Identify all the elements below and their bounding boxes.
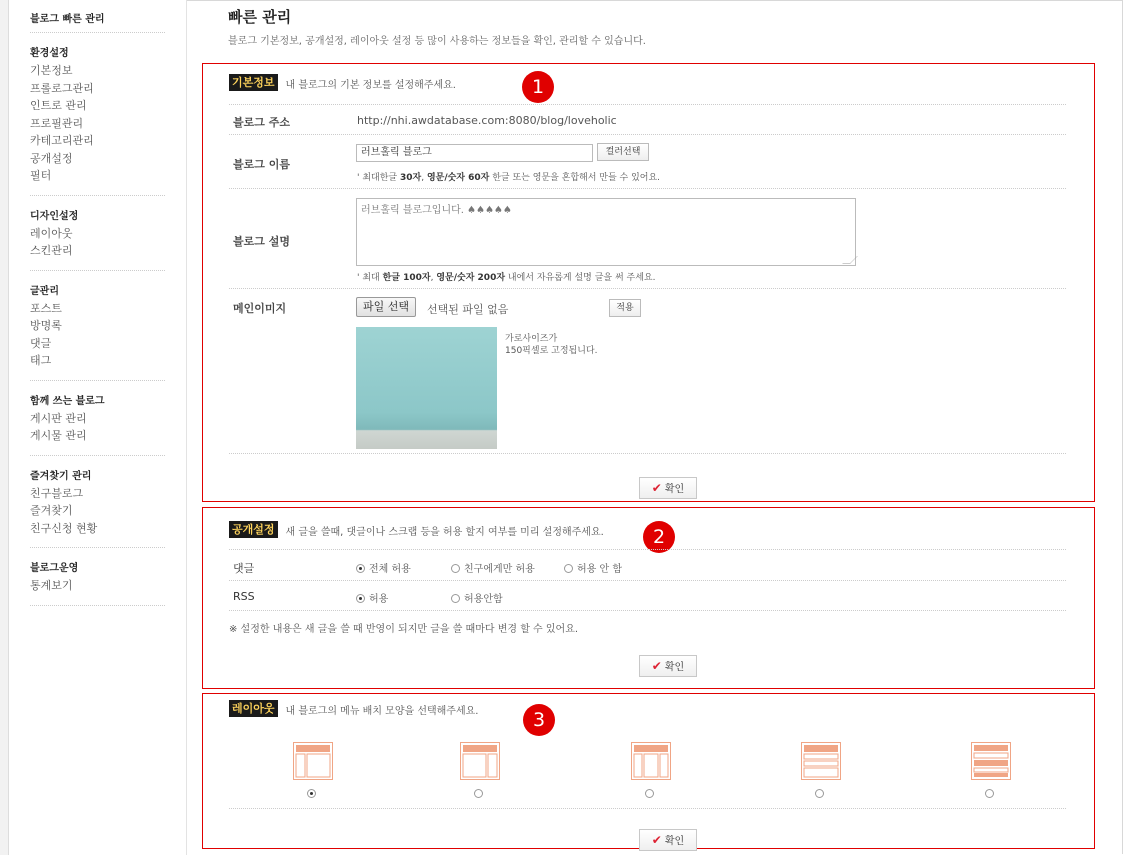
hint-bold: 한글 100자 — [382, 273, 431, 283]
blog-name-input[interactable]: 러브홀릭 블로그 — [356, 144, 593, 162]
blog-desc-label: 블로그 설명 — [233, 235, 290, 248]
left-edge-bar — [0, 0, 9, 855]
sidebar-group — [30, 33, 165, 196]
checkmark-icon: ✔ — [651, 833, 662, 847]
main-image-preview — [356, 327, 497, 449]
layout-1-icon — [293, 742, 333, 780]
layout-5-icon — [971, 742, 1011, 780]
sidebar-item[interactable]: 즐겨찾기 — [30, 504, 73, 517]
sidebar-item[interactable]: 댓글 — [30, 336, 52, 350]
divider — [229, 188, 1066, 189]
layout-3-icon — [631, 742, 671, 780]
file-status-text: 선택된 파일 없음 — [427, 303, 509, 316]
privacy-desc: 새 글을 쓸때, 댓글이나 스크랩 등을 허용 할지 여부를 미리 설정해주세요. — [285, 527, 604, 538]
sidebar-group — [30, 548, 165, 606]
sidebar-group-heading: 디자인설정 — [30, 210, 79, 222]
checkmark-icon: ✔ — [651, 659, 662, 673]
hint-text: ' 최대한글 — [357, 173, 400, 183]
radio-button[interactable] — [815, 789, 824, 798]
blog-desc-text: 러브홀릭 블로그입니다. ♠♠♠♠♠ — [361, 205, 512, 216]
sidebar-item[interactable]: 친구블로그 — [30, 486, 84, 500]
layout-confirm-button[interactable] — [639, 829, 697, 851]
sidebar-item[interactable]: 기본정보 — [30, 64, 73, 77]
hint-text: 내에서 자유롭게 설명 글을 써 주세요. — [505, 273, 656, 283]
sidebar-item[interactable]: 방명록 — [30, 319, 62, 332]
note-line: 가로사이즈가 — [505, 334, 558, 344]
sidebar-item[interactable]: 통계보기 — [30, 579, 73, 592]
divider — [229, 104, 1066, 105]
resize-grip-icon[interactable] — [842, 256, 858, 264]
sidebar-group-heading: 블로그운영 — [30, 563, 79, 574]
sidebar-item[interactable]: 공개설정 — [30, 151, 73, 165]
main-image-label: 메인이미지 — [233, 302, 287, 315]
layout-4-icon — [801, 742, 841, 780]
hint-bold: 영문/숫자 200자 — [436, 273, 506, 283]
hint-text: , — [430, 273, 437, 283]
rss-option[interactable] — [451, 590, 503, 605]
comment-option[interactable] — [451, 560, 564, 575]
radio-button[interactable] — [307, 789, 316, 798]
layout-desc: 내 블로그의 메뉴 배치 모양을 선택해주세요. — [285, 706, 479, 717]
hint-text: ' 최대 — [357, 273, 383, 283]
blog-name-label: 블로그 이름 — [233, 158, 290, 171]
comment-radio-group — [356, 560, 622, 575]
rss-option[interactable] — [356, 590, 451, 605]
sidebar-item[interactable]: 프롤로그관리 — [30, 81, 94, 95]
sidebar-group-heading: 글관리 — [30, 285, 59, 297]
radio-label: 허용 — [369, 594, 389, 605]
radio-button[interactable] — [356, 564, 365, 573]
blog-address-label: 블로그 주소 — [233, 116, 290, 129]
basic-info-desc: 내 블로그의 기본 정보를 설정해주세요. — [285, 80, 456, 91]
sidebar-item[interactable]: 태그 — [30, 354, 52, 367]
layout-header — [229, 700, 478, 718]
divider — [229, 808, 1066, 809]
rss-radio-group — [356, 590, 503, 605]
blog-desc-textarea[interactable] — [356, 198, 856, 266]
hint-text: , — [421, 173, 427, 183]
basic-confirm-button[interactable] — [639, 477, 697, 499]
sidebar-title: 블로그 빠른 관리 — [30, 0, 165, 33]
comment-option[interactable] — [564, 560, 622, 575]
divider — [229, 610, 1066, 611]
sidebar-item[interactable]: 카테고리관리 — [30, 134, 94, 147]
sidebar-item[interactable]: 게시판 관리 — [30, 411, 87, 425]
radio-button[interactable] — [645, 789, 654, 798]
layout-option-3[interactable] — [631, 742, 671, 800]
radio-label: 허용 안 함 — [577, 564, 622, 575]
sidebar-item[interactable]: 스킨관리 — [30, 244, 73, 257]
annotation-badge-1: 1 — [522, 71, 554, 103]
radio-label: 전체 허용 — [369, 564, 411, 575]
hint-text: 한글 또는 영문을 혼합해서 만들 수 있어요. — [489, 173, 661, 183]
confirm-label: 확인 — [664, 836, 685, 847]
blog-address-value: http://nhi.awdatabase.com:8080/blog/loveholic — [357, 114, 617, 127]
basic-info-section — [202, 63, 1095, 502]
sidebar-item[interactable]: 프로필관리 — [30, 116, 84, 130]
divider — [229, 288, 1066, 289]
sidebar-item[interactable]: 필터 — [30, 169, 52, 182]
sidebar-item[interactable]: 레이아웃 — [30, 226, 73, 240]
layout-section — [202, 693, 1095, 849]
color-select-button[interactable]: 컬러선택 — [597, 143, 649, 161]
sidebar-item[interactable]: 친구신청 현황 — [30, 521, 98, 535]
divider — [229, 549, 1066, 550]
layout-option-5[interactable] — [971, 742, 1011, 800]
rss-label: RSS — [233, 590, 255, 603]
checkmark-icon: ✔ — [651, 481, 662, 495]
confirm-label: 확인 — [664, 484, 685, 495]
radio-button[interactable] — [985, 789, 994, 798]
sidebar-item[interactable]: 인트로 관리 — [30, 99, 87, 112]
privacy-tag: 공개설정 — [229, 521, 278, 538]
layout-option-2[interactable] — [460, 742, 500, 800]
basic-info-header — [229, 74, 456, 92]
privacy-note: ※ 설정한 내용은 새 글을 쓸 때 반영이 되지만 글을 쓸 때마다 변경 할 수 있어요. — [229, 624, 579, 635]
sidebar-group — [30, 271, 165, 381]
divider — [229, 134, 1066, 135]
blog-desc-hint — [357, 270, 655, 283]
sidebar-item[interactable]: 게시물 관리 — [30, 429, 87, 442]
privacy-header — [229, 521, 604, 539]
layout-option-4[interactable] — [801, 742, 841, 800]
note-line: 150픽셀로 고정됩니다. — [505, 346, 598, 356]
hint-bold: 30자 — [399, 173, 422, 183]
comment-option[interactable] — [356, 560, 451, 575]
sidebar-group — [30, 381, 165, 456]
radio-label: 허용안함 — [464, 594, 503, 605]
layout-2-icon — [460, 742, 500, 780]
privacy-section — [202, 507, 1095, 689]
comment-label: 댓글 — [233, 562, 255, 575]
annotation-badge-3: 3 — [523, 704, 555, 736]
basic-info-tag: 기본정보 — [229, 74, 278, 91]
blog-name-hint — [357, 170, 660, 183]
privacy-confirm-button[interactable] — [639, 655, 697, 677]
page-title: 빠른 관리 — [228, 8, 292, 26]
sidebar-item[interactable]: 포스트 — [30, 301, 62, 315]
image-size-note — [505, 333, 597, 357]
divider — [229, 580, 1066, 581]
layout-option-1[interactable] — [293, 742, 333, 800]
annotation-badge-2: 2 — [643, 521, 675, 553]
sidebar — [9, 0, 187, 855]
sidebar-group — [30, 196, 165, 271]
hint-bold: 영문/숫자 60자 — [426, 173, 490, 183]
confirm-label: 확인 — [664, 662, 685, 673]
radio-button[interactable] — [451, 594, 460, 603]
divider — [229, 453, 1066, 454]
file-select-button[interactable]: 파일 선택 — [356, 297, 416, 317]
sidebar-group — [30, 456, 165, 549]
sidebar-group-heading: 함께 쓰는 블로그 — [30, 395, 105, 407]
radio-button[interactable] — [474, 789, 483, 798]
sidebar-group-heading: 환경설정 — [30, 48, 69, 59]
radio-button[interactable] — [564, 564, 573, 573]
page-description: 블로그 기본정보, 공개설정, 레이아웃 설정 등 많이 사용하는 정보들을 확인, 관리할 수 있습니다. — [228, 36, 646, 47]
radio-button[interactable] — [451, 564, 460, 573]
apply-button[interactable]: 적용 — [609, 299, 641, 317]
radio-button[interactable] — [356, 594, 365, 603]
sidebar-group-heading: 즐겨찾기 관리 — [30, 470, 92, 482]
radio-label: 친구에게만 허용 — [464, 564, 535, 575]
layout-tag: 레이아웃 — [229, 700, 278, 717]
